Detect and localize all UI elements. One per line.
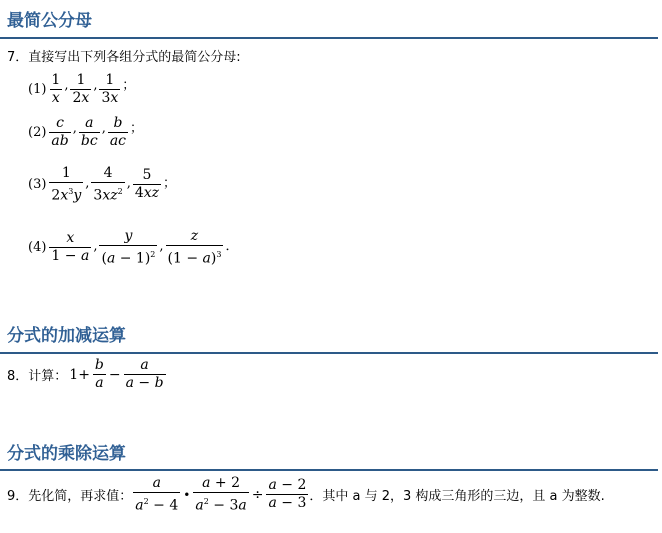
fraction: $\frac{b}{a}$ — [94, 357, 104, 391]
fraction: $\frac{y}{(a - 1)^2}$ — [101, 228, 156, 267]
fraction: $\frac{a}{a^2 - 4}$ — [135, 475, 179, 514]
fraction: $\frac{z}{(1 - a)^3}$ — [167, 228, 222, 267]
item-label: (3) — [28, 177, 47, 193]
q7-item-1: (1) $\frac{1}{x}$ , $\frac{1}{2x}$ , $\frac{1}{3x}$ ； — [28, 72, 136, 106]
question-9-tail: ．其中 a 与 2，3 构成三角形的三边，且 a 为整数. — [309, 489, 605, 505]
item-tail: ． — [225, 238, 239, 254]
question-7-text: 7．直接写出下列各组分式的最简公分母: — [7, 50, 241, 65]
section-title-mul-div: 分式的乘除运算 — [7, 444, 126, 464]
fraction: $\frac{a}{a - b}$ — [125, 357, 164, 391]
fraction: $\frac{5}{4xz}$ — [134, 167, 160, 202]
item-tail: ； — [122, 78, 136, 93]
fraction: $\frac{4}{3xz^2}$ — [93, 165, 123, 204]
section-title-add-sub: 分式的加减运算 — [7, 326, 126, 346]
item-tail: ； — [130, 121, 144, 136]
section-divider — [0, 352, 658, 354]
fraction: $\frac{a - 2}{a - 3}$ — [268, 477, 307, 512]
question-9: 9．先化简，再求值： $\frac{a}{a^2 - 4}$ • $\frac{a + 2}{a^2 - 3a}$ ÷ $\frac{a - 2}{a - 3}$ ．其中 a 与 2，3 构成三角形的三边，且 a 为整数. — [7, 475, 605, 514]
fraction: $\frac{b}{ac}$ — [109, 115, 127, 149]
question-9-text: 9．先化简，再求值： — [7, 489, 133, 505]
question-8-text: 8．计算： — [7, 369, 68, 384]
q7-item-3: (3) $\frac{1}{2x^3y}$ , $\frac{4}{3xz^2}$ , $\frac{5}{4xz}$ ； — [28, 165, 177, 204]
fraction: $\frac{a}{bc}$ — [80, 115, 98, 149]
fraction: $\frac{c}{ab}$ — [51, 115, 69, 149]
fraction: $\frac{1}{x}$ — [51, 72, 61, 106]
section-title-lcd: 最简公分母 — [7, 11, 92, 31]
section-divider — [0, 37, 658, 39]
item-tail: ； — [163, 175, 177, 191]
item-label: (1) — [28, 82, 47, 97]
q7-item-2: (2) $\frac{c}{ab}$ , $\frac{a}{bc}$ , $\frac{b}{ac}$ ； — [28, 115, 144, 149]
fraction: $\frac{a + 2}{a^2 - 3a}$ — [195, 475, 247, 514]
fraction: $\frac{1}{3x}$ — [101, 72, 119, 106]
item-label: (4) — [28, 240, 47, 256]
section-divider — [0, 469, 658, 471]
question-8: 8．计算： 1+ $\frac{b}{a}$ − $\frac{a}{a - b}$ — [7, 357, 164, 391]
fraction: $\frac{1}{2x}$ — [72, 72, 90, 106]
fraction: $\frac{x}{1 - a}$ — [51, 230, 90, 265]
fraction: $\frac{1}{2x^3y}$ — [51, 165, 82, 204]
item-label: (2) — [28, 125, 47, 140]
q7-item-4: (4) $\frac{x}{1 - a}$ , $\frac{y}{(a - 1)^2}$ , $\frac{z}{(1 - a)^3}$ ． — [28, 228, 239, 267]
